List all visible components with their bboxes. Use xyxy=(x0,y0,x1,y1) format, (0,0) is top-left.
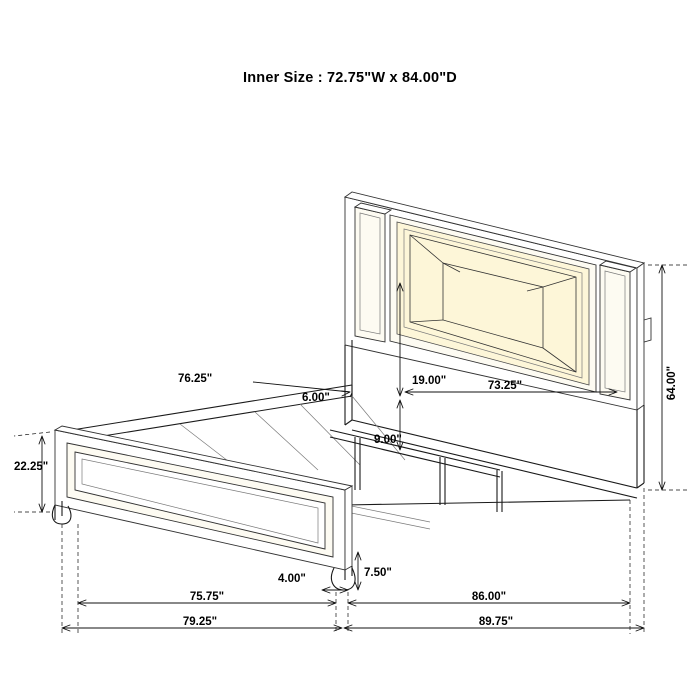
footboard xyxy=(52,426,355,590)
dim-label-7-5: 7.50" xyxy=(364,567,392,579)
dim-label-86: 86.00" xyxy=(471,591,507,603)
dimension-7-5 xyxy=(355,552,392,590)
dim-label-76-25: 76.25" xyxy=(178,373,213,385)
dimension-79-25 xyxy=(62,616,342,631)
dimension-9 xyxy=(374,400,403,450)
dimension-headboard-height xyxy=(648,265,690,490)
dim-label-19: 19.00" xyxy=(412,375,447,387)
dimension-86 xyxy=(348,591,630,606)
dim-label-73-25: 73.25" xyxy=(487,380,523,392)
dim-label-79-25: 79.25" xyxy=(182,616,218,628)
dim-label-22-25: 22.25" xyxy=(14,461,49,473)
dimension-4 xyxy=(278,573,348,593)
dim-label-89-75: 89.75" xyxy=(478,616,514,628)
dimension-89-75 xyxy=(344,616,644,631)
dim-label-9: 9.00" xyxy=(374,434,402,446)
dim-label-6: 6.00" xyxy=(302,392,330,404)
dim-label-4: 4.00" xyxy=(278,573,306,585)
page-title: Inner Size : 72.75"W x 84.00"D xyxy=(243,70,457,86)
dimension-75-75 xyxy=(78,591,336,606)
dim-label-64: 64.00" xyxy=(666,365,678,401)
dimension-footboard-height xyxy=(14,432,50,512)
dim-label-75-75: 75.75" xyxy=(189,591,225,603)
